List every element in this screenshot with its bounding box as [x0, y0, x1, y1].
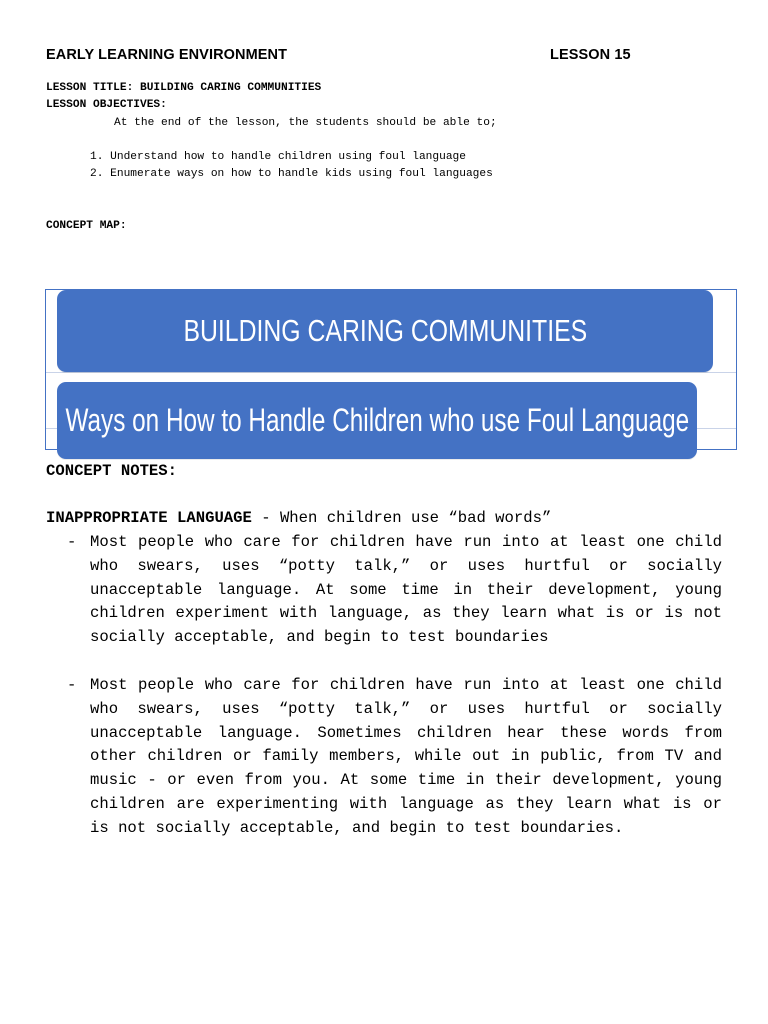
objectives-label: LESSON OBJECTIVES:: [46, 99, 167, 111]
lesson-title: LESSON TITLE: BUILDING CARING COMMUNITIES: [46, 82, 322, 94]
definition-term: INAPPROPRIATE LANGUAGE: [46, 509, 252, 527]
concept-notes-title: CONCEPT NOTES:: [46, 462, 178, 480]
note-bullet: Most people who care for children have run into at least one child who swears, uses “potty talk,” or uses hurtful or socially unacceptable language. Sometimes children hear these words from other children or family members, while out in public, from TV and music - or even from you. At some time in their development, young children are experimenting with language as they learn what is or is not socially acceptable, and begin to test boundaries.: [90, 676, 722, 837]
objective-item: 2. Enumerate ways on how to handle kids using foul languages: [90, 168, 493, 180]
concept-map-main-box: [57, 290, 713, 372]
objective-item: 1. Understand how to handle children using foul language: [90, 151, 466, 163]
course-title: EARLY LEARNING ENVIRONMENT: [46, 47, 288, 63]
concept-map-sub-label: Ways on How to Handle Children who use Foul Language: [65, 402, 689, 438]
objectives-intro: At the end of the lesson, the students should be able to;: [114, 117, 497, 129]
note-bullet: Most people who care for children have run into at least one child who swears, uses “potty talk,” or uses hurtful or socially unacceptable language. At some time in their development, young children experiment with language, as they learn what is or is not socially acceptable, and begin to test boundaries: [90, 533, 722, 647]
definition-line: [46, 509, 551, 527]
divider: [46, 372, 736, 373]
concept-map-sub-box: [57, 382, 697, 459]
concept-map-label: CONCEPT MAP:: [46, 220, 127, 232]
bullet-marker: -: [67, 533, 77, 551]
lesson-number: LESSON 15: [550, 47, 631, 63]
definition-text: - When children use “bad words”: [251, 509, 552, 527]
bullet-marker: -: [67, 676, 77, 694]
concept-map-main-label: BUILDING CARING COMMUNITIES: [183, 313, 587, 348]
